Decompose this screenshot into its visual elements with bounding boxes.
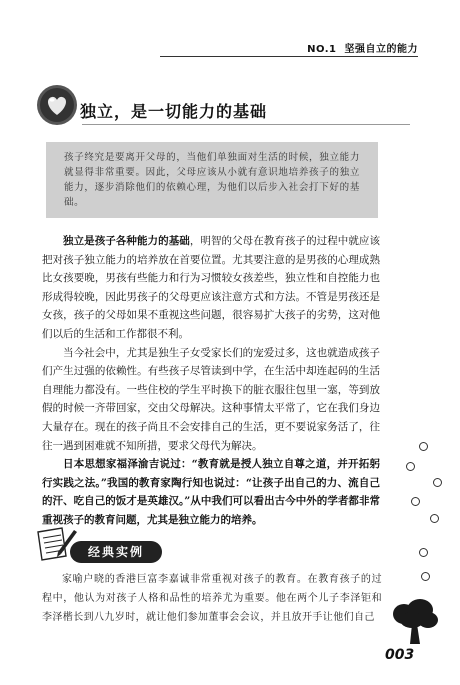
case-paragraph: 家喻户晓的香港巨富李嘉诚非常重视对孩子的教育。在教育孩子的过程中，他认为对孩子人格和品性的培养尤为重要。他在两个儿子李泽钜和李泽楷长到八九岁时，就让他们参加董事会会议，并且放开手让他们自己	[42, 574, 382, 623]
running-header	[307, 40, 418, 55]
decor-circle	[421, 572, 430, 581]
paragraph-1	[42, 232, 380, 344]
heart-icon	[36, 84, 78, 126]
page-number: 003	[385, 647, 415, 663]
case-text	[42, 570, 382, 627]
tree-icon	[390, 598, 440, 652]
section-title: 独立，是一切能力的基础	[80, 102, 268, 121]
chapter-number: NO.1	[307, 44, 337, 55]
decor-circle	[411, 497, 420, 506]
body-text	[42, 232, 380, 530]
header-rule	[160, 56, 418, 57]
chapter-title: 坚强自立的能力	[344, 44, 418, 55]
decor-circle	[419, 442, 428, 451]
case-label: 经典实例	[70, 541, 162, 563]
decor-circle	[433, 478, 442, 487]
paragraph-2: 当今社会中，尤其是独生子女受家长们的宠爱过多，这也就造成孩子们产生过强的依赖性。有些孩子尽管读到中学，在生活中却连起码的生活自理能力都没有。一些住校的学生平时换下的脏衣服往包里一塞，等到放假的时候一齐带回家，交由父母解决。这种事情太平常了，它在我们身边大量存在。现在的孩子尚且不会安排自己的生活，更不要说家务活了，往往一遇到困难就不知所措，要求父母代为解决。	[42, 346, 380, 452]
paragraph-1-lead: 独立是孩子各种能力的基础	[63, 235, 190, 247]
decor-circle	[430, 514, 439, 523]
title-rule	[82, 124, 410, 125]
decor-circle	[419, 548, 428, 557]
decor-circle	[406, 462, 415, 471]
paragraph-1-rest: ，明智的父母在教育孩子的过程中就应该把对孩子独立能力的培养放在首要位置。尤其要注意的是男孩的心理成熟比女孩要晚，男孩有些能力和行为习惯较女孩差些，独立性和自控能力也形成得较晚，因此男孩子的父母更应该注意方式和方法。不管是男孩还是女孩，孩子的父母如果不重视这些问题，很容易扩大孩子的劣势，这对他们以后的生活和工作都很不利。	[42, 235, 380, 340]
intro-box: 孩子终究是要离开父母的，当他们单独面对生活的时候，独立能力就显得非常重要。因此，父母应该从小就有意识地培养孩子的独立能力，逐步消除他们的依赖心理，为他们以后步入社会打下好的基础。	[46, 142, 378, 218]
paragraph-3: 日本思想家福泽渝吉说过：“教育就是授人独立自尊之道，并开拓躬行实践之法。”我国的教育家陶行知也说过：“让孩子出自己的力、流自己的汗、吃自己的饭才是英雄汉。”从中我们可以看出古今中外的学者都非常重视孩子的教育问题，尤其是独立能力的培养。	[42, 458, 380, 526]
